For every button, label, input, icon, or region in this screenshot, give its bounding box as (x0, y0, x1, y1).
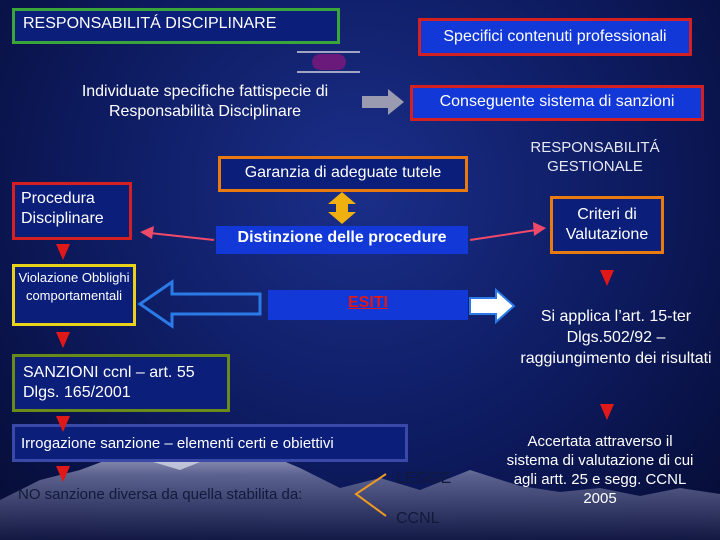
responsabilita-gestionale-text: RESPONSABILITÁ GESTIONALE (530, 139, 660, 175)
irrogazione-box (12, 424, 408, 462)
legge-text: LEGGE (396, 470, 452, 487)
sanzioni-box (12, 354, 230, 412)
criteri-label: Criteri di Valutazione (565, 206, 649, 243)
distinzione-box (216, 226, 468, 254)
esiti-box (268, 290, 468, 320)
responsabilita-disciplinare-box (12, 8, 340, 44)
sanzioni-label: SANZIONI ccnl – art. 55 Dlgs. 165/2001 (23, 364, 195, 401)
specifici-contenuti-box (418, 18, 692, 56)
procedura-label: Procedura Disciplinare (21, 190, 104, 227)
sistema-sanzioni-box (410, 85, 704, 121)
garanzia-box (218, 156, 468, 192)
procedura-box (12, 182, 132, 240)
applica-text: Si applica l’art. 15-ter Dlgs.502/92 – raggiungimento dei risultati (520, 308, 712, 367)
accertata-text: Accertata attraverso il sistema di valutazione di cui agli artt. 25 e segg. CCNL 2005 (506, 433, 694, 507)
responsabilita-disciplinare-label: RESPONSABILITÁ DISCIPLINARE (23, 15, 277, 32)
specifici-contenuti-label: Specifici contenuti professionali (443, 28, 667, 45)
esiti-label: ESITI (347, 294, 388, 311)
garanzia-label: Garanzia di adeguate tutele (244, 164, 442, 181)
no-sanzione-text: NO sanzione diversa da quella stabilita da: (18, 486, 303, 503)
ccnl-text: CCNL (396, 510, 440, 527)
sistema-sanzioni-label: Conseguente sistema di sanzioni (439, 93, 675, 110)
irrogazione-label: Irrogazione sanzione – elementi certi e obiettivi (21, 435, 334, 452)
distinzione-label: Distinzione delle procedure (237, 229, 447, 246)
violazione-label: Violazione Obblighi comportamentali (18, 270, 130, 303)
fattispecie-text: Individuate specifiche fattispecie di Responsabilità Disciplinare (81, 83, 329, 120)
violazione-box (12, 264, 136, 326)
criteri-box (550, 196, 664, 254)
